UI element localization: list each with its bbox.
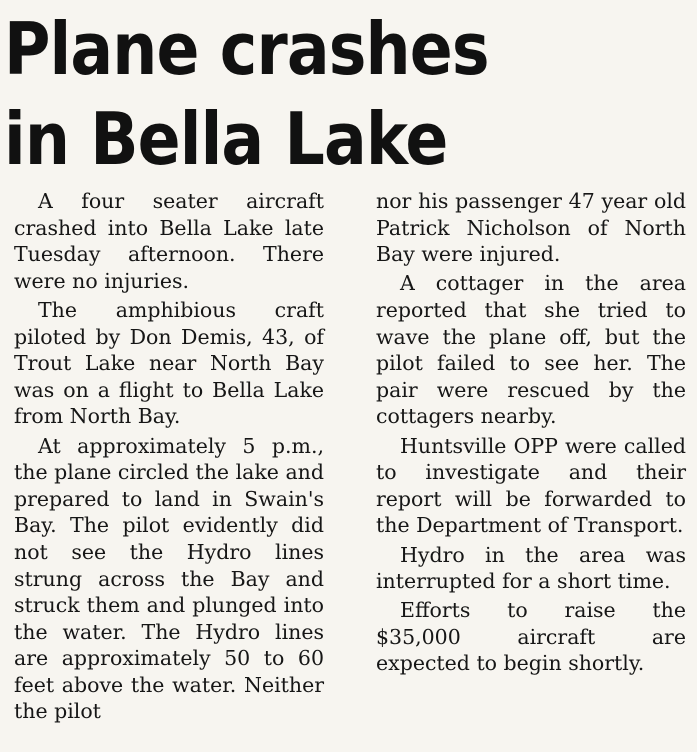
article-headline — [4, 4, 489, 184]
paragraph: Efforts to raise the $35,000 aircraft are expected to begin shortly. — [376, 598, 686, 676]
paragraph: At approximately 5 p.m., the plane circled the lake and prepared to land in Swain's Bay. The pilot evidently did not see the Hydro lines strung across the Bay and struck them and plunged into the water. The Hydro lines are approximately 50 to 60 feet above the water. Neither the pilot — [14, 433, 324, 724]
paragraph: The amphibious craft piloted by Don Demis, 43, of Trout Lake near North Bay was on a flight to Bella Lake from North Bay. — [14, 297, 324, 429]
paragraph: Hydro in the area was interrupted for a short time. — [376, 542, 686, 594]
headline-line-2: in Bella Lake — [4, 97, 448, 181]
paragraph: A four seater aircraft crashed into Bella Lake late Tuesday afternoon. There were no injuries. — [14, 189, 324, 293]
paragraph: A cottager in the area reported that she tried to wave the plane off, but the pilot failed to see her. The pair were rescued by the cottagers nearby. — [376, 271, 686, 429]
article-column-left — [14, 188, 324, 728]
paragraph: Huntsville OPP were called to investigate and their report will be forwarded to the Department of Transport. — [376, 433, 686, 538]
paragraph: nor his passenger 47 year old Patrick Nicholson of North Bay were injured. — [376, 189, 686, 267]
article-column-right — [376, 188, 686, 680]
headline-line-1: Plane crashes — [4, 7, 489, 91]
